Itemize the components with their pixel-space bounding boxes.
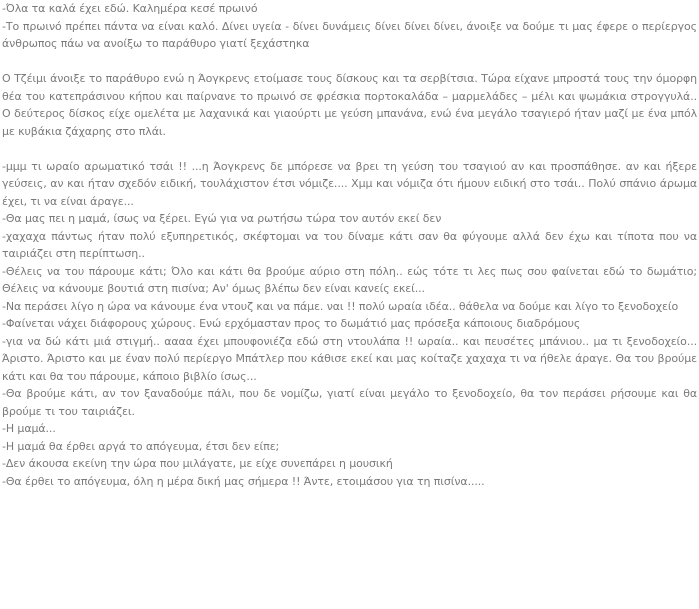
paragraph-dialogue: -Θέλεις να του πάρουμε κάτι; Όλο και κάτι θα βρούμε αύριο στη πόλη.. εώς τότε τι λες πως σου φαίνεται εδώ το δωμάτιο; Θέλεις να κάνουμε βουτιά στη πισίνα; Αν' όμως βλέπω δεν είναι κανείς εκεί... [2,264,697,295]
paragraph-dialogue: -Η μαμά... [2,422,56,435]
paragraph-dialogue: -Όλα τα καλά έχει εδώ. Καλημέρα κεσέ πρωινό [2,2,258,15]
paragraph-dialogue: -Θα έρθει το απόγευμα, όλη η μέρα δική μας σήμερα !! Άντε, ετοιμάσου για τη πισίνα..... [2,474,485,488]
paragraph-dialogue: -Φαίνεται νάχει διάφορους χώρους. Ενώ ερχόμασταν προς το δωμάτιό μας πρόσεξα κάποιους διαδρόμους [2,317,581,330]
paragraph-dialogue: -Θα βρούμε κάτι, αν τον ξαναδούμε πάλι, που δε νομίζω, γιατί είναι μεγάλο το ξενοδοχείο, θα τον περάσει ρήσουμε και θα βρούμε τι του ταιριάζει. [2,387,697,418]
paragraph-narration: Ο Τζέιμι άνοιξε το παράθυρο ενώ η Άογκρενς ετοίμασε τους δίσκους και τα σερβίτσια. Τώρα είχανε μπροστά τους την όμορφη θέα του κατεπράσινου κήπου και παίρνανε το πρωινό σε φρέσκια πορτοκαλάδα – μαρμελάδες – μέλι και ψωμάκια στρογγυλά.. Ο δεύτερος δίσκος είχε ομελέτα με λαχανικά και γιαούρτι με γεύση μπανάνα, ενώ ένα μεγάλο τσαγιερό ήταν μαζί με ένα μπόλ με κυβάκια ζάχαρης στο πλάι. [2,72,697,138]
paragraph-dialogue: -Θα μας πει η μαμά, ίσως να ξέρει. Εγώ για να ρωτήσω τώρα τον αυτόν εκεί δεν [2,212,442,225]
paragraph-dialogue: -Να περάσει λίγο η ώρα να κάνουμε ένα ντουζ και να πάμε. ναι !! πολύ ωραία ιδέα.. θάθελα να δούμε και λίγο το ξενοδοχείο [2,299,679,313]
paragraph-dialogue: -Δεν άκουσα εκείνη την ώρα που μιλάγατε, με είχε συνεπάρει η μουσική [2,457,393,470]
paragraph-dialogue: -Το πρωινό πρέπει πάντα να είναι καλό. Δίνει υγεία - δίνει δυνάμεις δίνει δίνει δίνει, άνοιξε να δούμε τι μας έφερε ο περίεργος άνθρωπος πάω να ανοίξω το παράθυρο γιατί ξεχάστηκα [2,19,697,50]
blank-line [2,140,697,158]
paragraph-dialogue: -μμμ τι ωραίο αρωματικό τσάι !! ...η Άογκρενς δε μπόρεσε να βρει τη γεύση του τσαγιού αν και προσπάθησε. αν και ήξερε γεύσεις, αν και ήταν σχεδόν ειδική, τουλάχιστον έτσι νόμιζε.... Χμμ και νόμιζα ότι ήμουν ειδική στο τσάι.. Πολύ σπάνιο άρωμα έχει, τι να είναι άραγε... [2,159,697,208]
paragraph-dialogue: -για να δώ κάτι μιά στιγμή.. αααα έχει μπουφονιέζα εδώ στη ντουλάπα !! ωραία.. και πευσέτες μπάνιου.. μα τι ξενοδοχείο... Άριστο. Άριστο και με έναν πολύ περίεργο Μπάτλερ που κάθισε εκεί και μας κοίταζε χαχαχα τι να ήθελε άραγε. Θα του βρούμε κάτι και θα του πάρουμε, κάποιο βιβλίο ίσως... [2,334,697,383]
paragraph-dialogue: -χαχαχα πάντως ήταν πολύ εξυπηρετικός, σκέφτομαι να του δίναμε κάτι σαν θα φύγουμε αλλά δεν έχω και τίποτα που να ταιριάζει στη περίπτωση.. [2,229,697,260]
paragraph-dialogue: -Η μαμά θα έρθει αργά το απόγευμα, έτσι δεν είπε; [2,439,280,453]
blank-line [2,53,697,71]
